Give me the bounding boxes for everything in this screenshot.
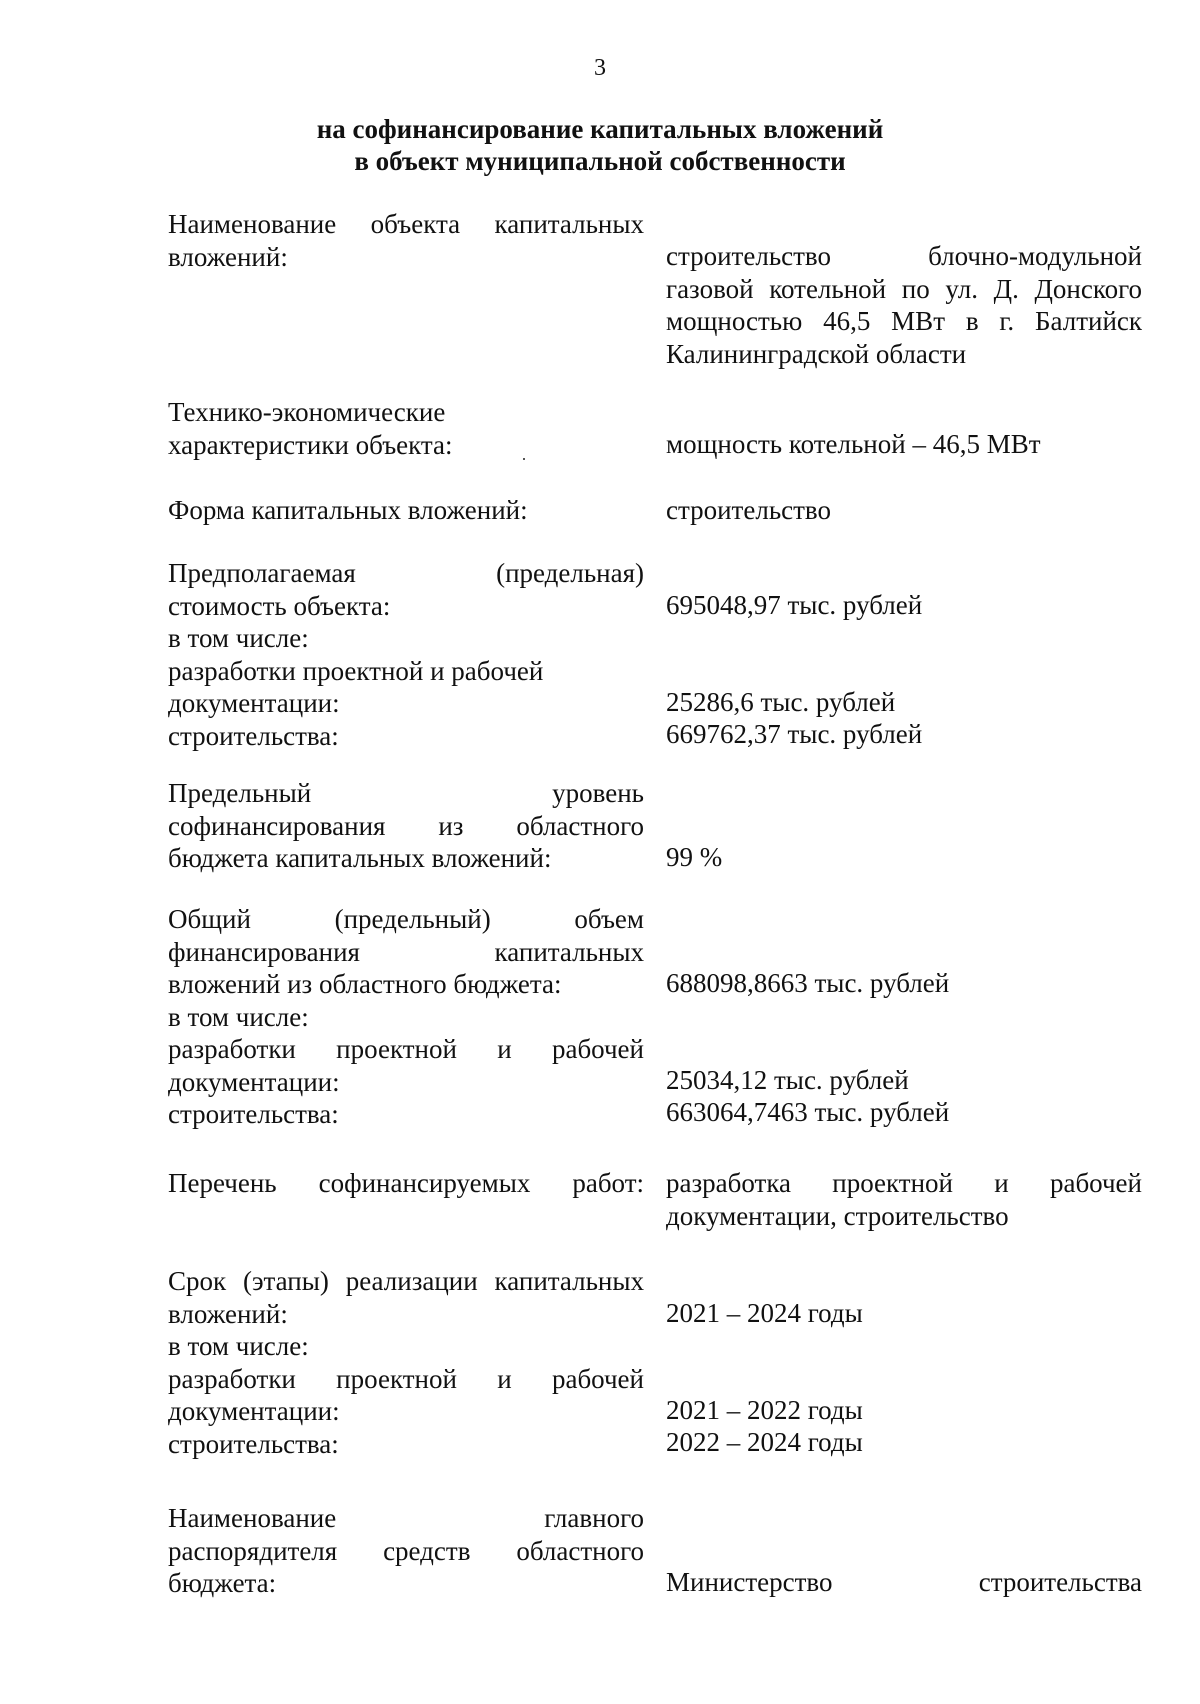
document-title — [0, 113, 1200, 177]
field-value — [666, 428, 1142, 461]
value-line: 25286,6 тыс. рублей — [666, 687, 896, 717]
label-line: характеристики объекта: — [168, 429, 453, 460]
label-line: вложений: — [168, 1298, 288, 1329]
label-line: строительства: — [168, 720, 339, 751]
value-line: газовой котельной по ул. Д. Донского — [666, 273, 1142, 304]
field-value — [666, 240, 1142, 370]
value-line: 688098,8663 тыс. рублей — [666, 968, 950, 998]
value-line: строительство — [666, 495, 831, 525]
scan-speck — [523, 458, 525, 460]
value-line: строительство блочно-модульной — [666, 241, 1142, 271]
label-line: строительства: — [168, 1099, 339, 1129]
field-label — [168, 777, 644, 875]
field-value — [666, 1167, 1142, 1232]
label-line: Форма капитальных вложений: — [168, 495, 528, 525]
field-label — [168, 903, 644, 1131]
page-number: 3 — [594, 55, 606, 81]
label-line: Общий (предельный) объем — [168, 904, 644, 934]
field-value — [666, 1566, 1142, 1599]
field-value — [666, 494, 1142, 527]
value-line: 663064,7463 тыс. рублей — [666, 1097, 950, 1127]
value-line: 25034,12 тыс. рублей — [666, 1065, 909, 1095]
label-line: в том числе: — [168, 1331, 309, 1361]
label-line: Срок (этапы) реализации капитальных — [168, 1266, 644, 1296]
value-line: 2021 – 2022 годы — [666, 1395, 863, 1425]
value-line: 2021 – 2024 годы — [666, 1298, 863, 1328]
label-line: финансирования капитальных — [168, 936, 644, 967]
label-line: Предполагаемая (предельная) — [168, 558, 644, 588]
value-line: мощность котельной – 46,5 МВт — [666, 429, 1041, 459]
value-line: 99 % — [666, 842, 723, 872]
title-line-1: на софинансирование капитальных вложений — [316, 114, 884, 144]
label-line: в том числе: — [168, 1001, 309, 1032]
value-line: Министерство строительства — [666, 1567, 1142, 1597]
field-label — [168, 396, 644, 461]
label-line: Технико-экономические — [168, 397, 446, 427]
label-line: вложений: — [168, 241, 288, 272]
label-line: бюджета: — [168, 1568, 277, 1598]
label-line: Перечень софинансируемых работ: — [168, 1168, 644, 1198]
label-line: строительства: — [168, 1428, 339, 1459]
field-label — [168, 1265, 644, 1460]
label-line: разработки проектной и рабочей — [168, 1034, 644, 1064]
label-line: бюджета капитальных вложений: — [168, 843, 552, 873]
label-line: Наименование главного — [168, 1503, 644, 1533]
label-line: софинансирования из областного — [168, 810, 644, 841]
label-line: вложений из областного бюджета: — [168, 969, 562, 999]
label-line: документации: — [168, 1066, 340, 1097]
label-line: распорядителя средств областного — [168, 1535, 644, 1566]
value-line: 2022 – 2024 годы — [666, 1427, 863, 1457]
field-label — [168, 557, 644, 752]
field-label — [168, 494, 644, 527]
label-line: в том числе: — [168, 623, 309, 653]
field-label — [168, 208, 644, 273]
label-line: Предельный уровень — [168, 778, 644, 808]
value-line: разработка проектной и рабочей — [666, 1168, 1142, 1198]
label-line: разработки проектной и рабочей — [168, 655, 544, 686]
label-line: Наименование объекта капитальных — [168, 209, 644, 239]
label-line: стоимость объекта: — [168, 590, 391, 621]
label-line: разработки проектной и рабочей — [168, 1363, 644, 1394]
value-line: 695048,97 тыс. рублей — [666, 590, 923, 620]
field-label — [168, 1502, 644, 1600]
value-line: мощностью 46,5 МВт в г. Балтийск — [666, 306, 1142, 336]
value-line: документации, строительство — [666, 1200, 1009, 1231]
value-line: 669762,37 тыс. рублей — [666, 719, 923, 749]
field-label — [168, 1167, 644, 1200]
label-line: документации: — [168, 688, 340, 718]
value-line: Калининградской области — [666, 338, 967, 369]
field-value — [666, 841, 1142, 874]
title-line-2: в объект муниципальной собственности — [354, 146, 846, 176]
label-line: документации: — [168, 1396, 340, 1426]
